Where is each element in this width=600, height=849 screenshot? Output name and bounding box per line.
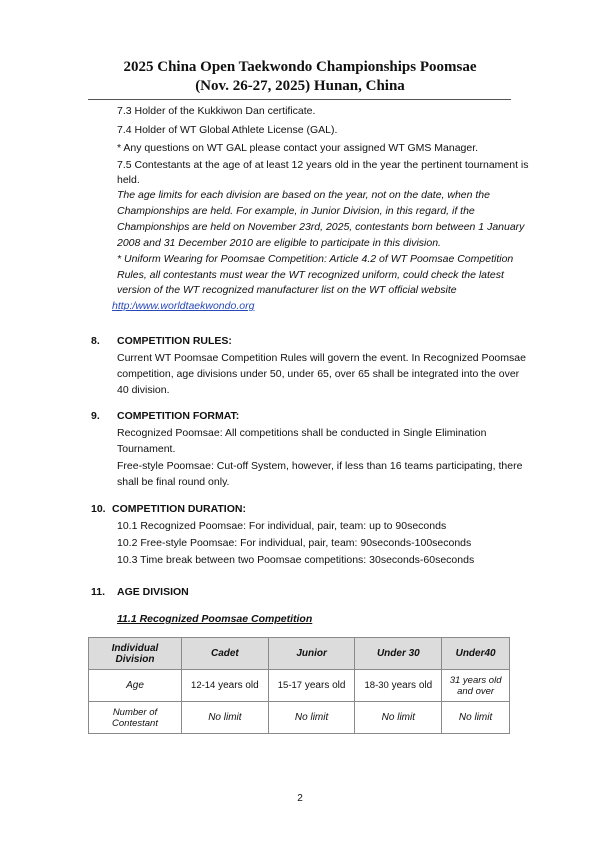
age-division-table <box>88 637 510 734</box>
section-9-freestyle-cont: shall be final round only. <box>117 476 230 488</box>
age-unit: years old <box>304 680 346 691</box>
age-cell-under40 <box>442 670 510 702</box>
eligibility-7-5: 7.5 Contestants at the age of at least 12 years old in the year the pertinent tournament is <box>117 159 529 171</box>
age-note-line: Championships are held. For example, in Junior Division, in this regard, if the <box>117 205 475 217</box>
header-under40: Under40 <box>442 638 510 670</box>
contestant-cell-under30: No limit <box>355 702 442 734</box>
age-range: 15-17 <box>277 680 303 691</box>
section-8-body: 40 division. <box>117 384 170 396</box>
page-number: 2 <box>297 793 303 804</box>
age-cell-junior <box>268 670 355 702</box>
eligibility-7-3: 7.3 Holder of the Kukkiwon Dan certificate. <box>117 105 316 117</box>
age-note-line: Championships are held on November 23rd, 2025, contestants born between 1 January <box>117 221 525 233</box>
eligibility-7-4: 7.4 Holder of WT Global Athlete License (GAL). <box>117 124 338 136</box>
duration-break: 10.3 Time break between two Poomsae competitions: 30seconds-60seconds <box>117 554 475 566</box>
age-unit: years old <box>218 680 259 691</box>
section-8-body: Current WT Poomsae Competition Rules will govern the event. In Recognized Poomsae <box>117 352 526 364</box>
table-row-age <box>89 670 510 702</box>
section-11-number: 11. <box>91 586 106 598</box>
age-unit: and over <box>457 685 495 697</box>
header-divider <box>88 99 511 100</box>
section-8-title: COMPETITION RULES: <box>117 335 232 347</box>
contestant-cell-under40: No limit <box>442 702 510 734</box>
uniform-note-line: * Uniform Wearing for Poomsae Competition: Article 4.2 of WT Poomsae Competition <box>117 253 514 265</box>
contestant-cell-cadet: No limit <box>182 702 269 734</box>
uniform-note-line: Rules, all contestants must wear the WT recognized uniform, could check the latest <box>117 269 504 281</box>
contestant-label-line2: Contestant <box>112 717 158 729</box>
section-9-freestyle: Free-style Poomsae: Cut-off System, however, if less than 16 teams participating, there <box>117 460 523 472</box>
table-row-contestants <box>89 702 510 734</box>
wt-website-link[interactable]: http:/www.worldtaekwondo.org <box>112 300 255 312</box>
document-header <box>0 58 600 96</box>
age-label: Age <box>89 670 182 702</box>
header-junior: Junior <box>268 638 355 670</box>
contestant-label <box>89 702 182 734</box>
section-10-title: COMPETITION DURATION: <box>112 503 246 515</box>
uniform-note-line: version of the WT recognized manufacturer list on the WT official website <box>117 284 457 296</box>
recognized-poomsae-subtitle: 11.1 Recognized Poomsae Competition <box>117 613 313 625</box>
section-11-title: AGE DIVISION <box>117 586 189 598</box>
age-cell-under30 <box>355 670 442 702</box>
duration-freestyle: 10.2 Free-style Poomsae: For individual, pair, team: 90seconds-100seconds <box>117 537 472 549</box>
section-9-recognized-cont: Tournament. <box>117 443 176 455</box>
section-9-recognized: Recognized Poomsae: All competitions shall be conducted in Single Elimination <box>117 427 487 439</box>
table-header-row <box>89 638 510 670</box>
age-range: 12-14 <box>191 680 216 691</box>
eligibility-7-5-cont: held. <box>117 174 140 186</box>
header-title-line1: 2025 China Open Taekwondo Championships Poomsae <box>123 59 477 75</box>
section-8-body: competition, age divisions under 50, under 65, over 65 shall be integrated into the over <box>117 368 520 380</box>
header-cadet: Cadet <box>182 638 269 670</box>
header-title-line2: (Nov. 26-27, 2025) Hunan, China <box>195 78 405 94</box>
age-note-line: The age limits for each division are based on the year, not on the date, when the <box>117 189 490 201</box>
age-unit: years old <box>391 680 433 691</box>
contestant-cell-junior: No limit <box>268 702 355 734</box>
age-range: 18-30 <box>364 680 389 691</box>
duration-recognized: 10.1 Recognized Poomsae: For individual, pair, team: up to 90seconds <box>117 520 447 532</box>
age-range: 31 years old <box>449 674 502 686</box>
header-individual-division: Individual Division <box>89 638 182 670</box>
contestant-label-line1: Number of <box>112 706 158 718</box>
section-10-number: 10. <box>91 503 106 515</box>
section-9-title: COMPETITION FORMAT: <box>117 410 240 422</box>
section-9-number: 9. <box>91 410 100 422</box>
section-8-number: 8. <box>91 335 100 347</box>
age-cell-cadet <box>182 670 269 702</box>
gal-note: * Any questions on WT GAL please contact your assigned WT GMS Manager. <box>117 142 479 154</box>
header-under30: Under 30 <box>355 638 442 670</box>
age-note-line: 2008 and 31 December 2010 are eligible to participate in this division. <box>117 237 441 249</box>
